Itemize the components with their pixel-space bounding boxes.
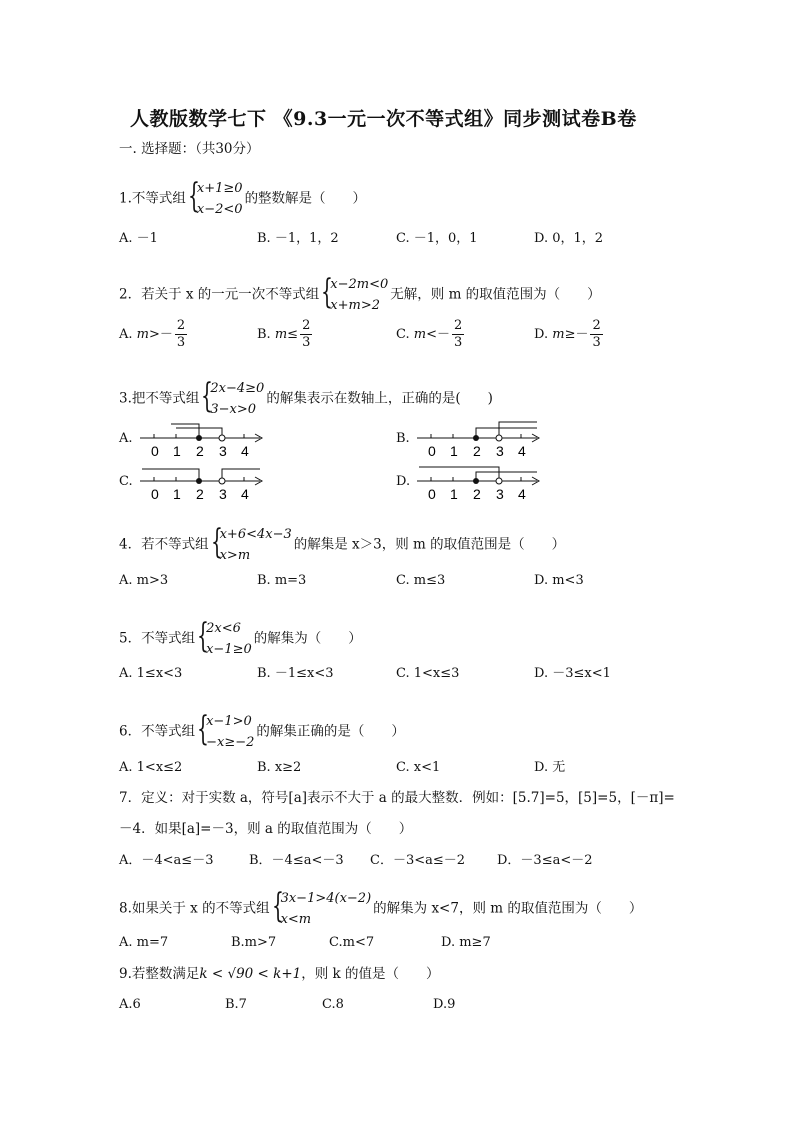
q2-option-c[interactable] <box>396 318 464 351</box>
q1-post: 的整数解是（ ） <box>244 190 367 207</box>
q1-option-a[interactable]: A. －1 <box>119 231 158 246</box>
q3-option-a[interactable]: A. <box>119 431 133 446</box>
q5-system: { 2x<6 x−1≥0 <box>197 618 252 660</box>
q2-b-label: B. <box>257 327 275 342</box>
q2-c-rel: <－ <box>426 327 450 342</box>
q6-option-d[interactable]: D. 无 <box>534 760 566 775</box>
q9-option-c[interactable]: C.8 <box>322 997 344 1012</box>
q9-option-d[interactable]: D.9 <box>433 997 456 1012</box>
q2-d-den: 3 <box>592 335 601 350</box>
q3-d-tick-0: 0 <box>428 486 436 501</box>
q2-a-fraction <box>175 318 187 351</box>
question-9 <box>119 965 440 983</box>
q5-row-2: x−1≥0 <box>206 642 252 657</box>
q8-option-b[interactable]: B.m>7 <box>231 935 277 950</box>
question-6 <box>119 711 405 753</box>
q6-option-c[interactable]: C. x<1 <box>396 760 441 775</box>
q2-c-label: C. <box>396 327 414 342</box>
q3-a-tick-4: 4 <box>241 443 249 458</box>
q2-option-b[interactable] <box>257 318 312 351</box>
q3-d-tick-4: 4 <box>518 486 526 501</box>
q3-b-tick-2: 2 <box>473 443 481 458</box>
q3-a-tick-3: 3 <box>219 443 227 458</box>
page-title: 人教版数学七下 《9.3一元一次不等式组》同步测试卷B卷 <box>130 108 637 130</box>
q2-c-fraction <box>452 318 464 351</box>
q2-b-num: 2 <box>302 318 311 333</box>
q2-option-d[interactable] <box>534 318 603 351</box>
q8-option-c[interactable]: C.m<7 <box>329 935 375 950</box>
q4-row-1: x+6<4x−3 <box>219 527 292 542</box>
q4-row-2: x>m <box>219 548 251 563</box>
question-2 <box>119 274 601 316</box>
q2-row-2: x+m>2 <box>330 298 381 313</box>
q6-row-1: x−1>0 <box>206 714 252 729</box>
q5-option-a[interactable]: A. 1≤x<3 <box>119 666 183 681</box>
q4-system: { x+6<4x−3 x>m <box>211 524 292 566</box>
q3-b-tick-0: 0 <box>428 443 436 458</box>
q1-row-2: x−2<0 <box>196 202 243 217</box>
q3-d-tick-1: 1 <box>450 486 458 501</box>
q1-option-b[interactable]: B. －1，1，2 <box>257 231 339 246</box>
q6-system: { x−1>0 −x≥−2 <box>197 711 254 753</box>
question-5 <box>119 618 362 660</box>
q3-a-tick-1: 1 <box>173 443 181 458</box>
q2-system: { x−2m<0 x+m>2 <box>321 274 388 316</box>
q7-option-a[interactable]: A．－4<a≤－3 <box>119 853 214 868</box>
q3-c-tick-0: 0 <box>151 486 159 501</box>
q8-system: { 3x−1>4(x−2) x<m <box>272 888 372 930</box>
q8-row-2: x<m <box>280 912 312 927</box>
q8-option-a[interactable]: A. m=7 <box>119 935 169 950</box>
q3-numline-c <box>136 459 266 501</box>
q3-c-tick-3: 3 <box>219 486 227 501</box>
question-4 <box>119 524 565 566</box>
q3-numline-a <box>136 416 266 458</box>
q4-pre: 4．若不等式组 <box>119 536 209 553</box>
q5-option-b[interactable]: B. －1≤x<3 <box>257 666 334 681</box>
question-7-line-1: 7．定义：对于实数 a，符号[a]表示不大于 a 的最大整数．例如：[5.7]=5，[5]=5，[－π]= <box>119 790 675 806</box>
q2-d-var: m <box>552 327 565 342</box>
q3-pre: 3.把不等式组 <box>119 390 200 407</box>
q3-a-tick-0: 0 <box>151 443 159 458</box>
q5-post: 的解集为（ ） <box>253 630 362 647</box>
q2-d-rel: ≥－ <box>564 327 589 342</box>
q2-c-num: 2 <box>453 318 463 333</box>
q2-pre: 2．若关于 x 的一元一次不等式组 <box>119 286 320 303</box>
q8-pre: 8.如果关于 x 的不等式组 <box>119 900 270 917</box>
q2-d-num: 2 <box>592 318 601 333</box>
question-1 <box>119 178 366 220</box>
q1-system: { x+1≥0 x−2<0 <box>188 178 243 220</box>
q9-option-a[interactable]: A.6 <box>119 997 141 1012</box>
q3-option-c[interactable]: C. <box>119 474 133 489</box>
q7-option-d[interactable]: D．－3≤a<－2 <box>497 853 593 868</box>
question-3 <box>119 378 493 420</box>
q2-a-den: 3 <box>176 335 186 350</box>
q2-d-label: D. <box>534 327 553 342</box>
q2-b-den: 3 <box>302 335 311 350</box>
q3-b-tick-4: 4 <box>518 443 526 458</box>
q2-a-num: 2 <box>176 318 186 333</box>
q3-row-1: 2x−4≥0 <box>210 381 265 396</box>
q2-d-fraction <box>590 318 602 351</box>
q4-option-d[interactable]: D. m<3 <box>534 573 584 588</box>
q9-expression: k < √90 < k+1 <box>199 966 302 982</box>
q4-option-c[interactable]: C. m≤3 <box>396 573 446 588</box>
q2-row-1: x−2m<0 <box>330 277 389 292</box>
q4-option-a[interactable]: A. m>3 <box>119 573 169 588</box>
q2-b-var: m <box>274 327 288 342</box>
q8-option-d[interactable]: D. m≥7 <box>441 935 491 950</box>
q1-option-c[interactable]: C. －1，0，1 <box>396 231 478 246</box>
q6-option-a[interactable]: A. 1<x≤2 <box>119 760 183 775</box>
q2-c-var: m <box>413 327 427 342</box>
q2-c-den: 3 <box>453 335 463 350</box>
q5-option-c[interactable]: C. 1<x≤3 <box>396 666 460 681</box>
q3-d-tick-3: 3 <box>496 486 504 501</box>
q3-numline-b <box>413 416 543 458</box>
q2-a-var: m <box>136 327 149 342</box>
q3-option-d[interactable]: D. <box>396 474 411 489</box>
q5-pre: 5．不等式组 <box>119 630 196 647</box>
q2-option-a[interactable] <box>119 318 187 351</box>
q3-d-tick-2: 2 <box>473 486 481 501</box>
q2-a-label: A. <box>119 327 137 342</box>
q3-c-tick-1: 1 <box>173 486 181 501</box>
q1-pre: 1.不等式组 <box>119 190 186 207</box>
q6-pre: 6．不等式组 <box>119 723 196 740</box>
q4-post: 的解集是 x＞3，则 m 的取值范围是（ ） <box>293 536 566 553</box>
q4-option-b[interactable]: B. m=3 <box>257 573 307 588</box>
q5-row-1: 2x<6 <box>206 621 241 636</box>
q3-row-2: 3−x>0 <box>210 402 257 417</box>
q7-option-b[interactable]: B．－4≤a<－3 <box>249 853 344 868</box>
q3-option-b[interactable]: B. <box>396 431 410 446</box>
q3-c-tick-2: 2 <box>196 486 204 501</box>
q1-option-d[interactable]: D. 0，1，2 <box>534 231 604 246</box>
q5-option-d[interactable]: D. －3≤x<1 <box>534 666 611 681</box>
q6-post: 的解集正确的是（ ） <box>256 723 405 740</box>
q9-pre: 9.若整数满足 <box>119 966 200 982</box>
q2-b-fraction <box>300 318 312 351</box>
q1-row-1: x+1≥0 <box>196 181 243 196</box>
q7-option-c[interactable]: C．－3<a≤－2 <box>370 853 466 868</box>
q6-option-b[interactable]: B. x≥2 <box>257 760 302 775</box>
q6-row-2: −x≥−2 <box>206 735 255 750</box>
question-7-line-2: －4．如果[a]=－3，则 a 的取值范围为（ ） <box>119 821 413 837</box>
q2-b-rel: ≤ <box>287 327 299 342</box>
question-8 <box>119 888 642 930</box>
q8-post: 的解集为 x<7，则 m 的取值范围为（ ） <box>373 900 643 917</box>
q3-a-tick-2: 2 <box>196 443 204 458</box>
q3-system: { 2x−4≥0 3−x>0 <box>201 378 264 420</box>
q9-option-b[interactable]: B.7 <box>225 997 247 1012</box>
q2-a-rel: >－ <box>148 327 173 342</box>
q2-post: 无解，则 m 的取值范围为（ ） <box>390 286 601 303</box>
q3-b-tick-1: 1 <box>450 443 458 458</box>
q3-b-tick-3: 3 <box>496 443 504 458</box>
q3-c-tick-4: 4 <box>241 486 249 501</box>
q3-post: 的解集表示在数轴上，正确的是( ) <box>266 390 493 407</box>
q8-row-1: 3x−1>4(x−2) <box>280 891 372 906</box>
section-heading: 一. 选择题：（共30分） <box>119 141 260 157</box>
q3-numline-d <box>413 459 543 501</box>
q9-post: ，则 k 的值是（ ） <box>301 966 440 982</box>
